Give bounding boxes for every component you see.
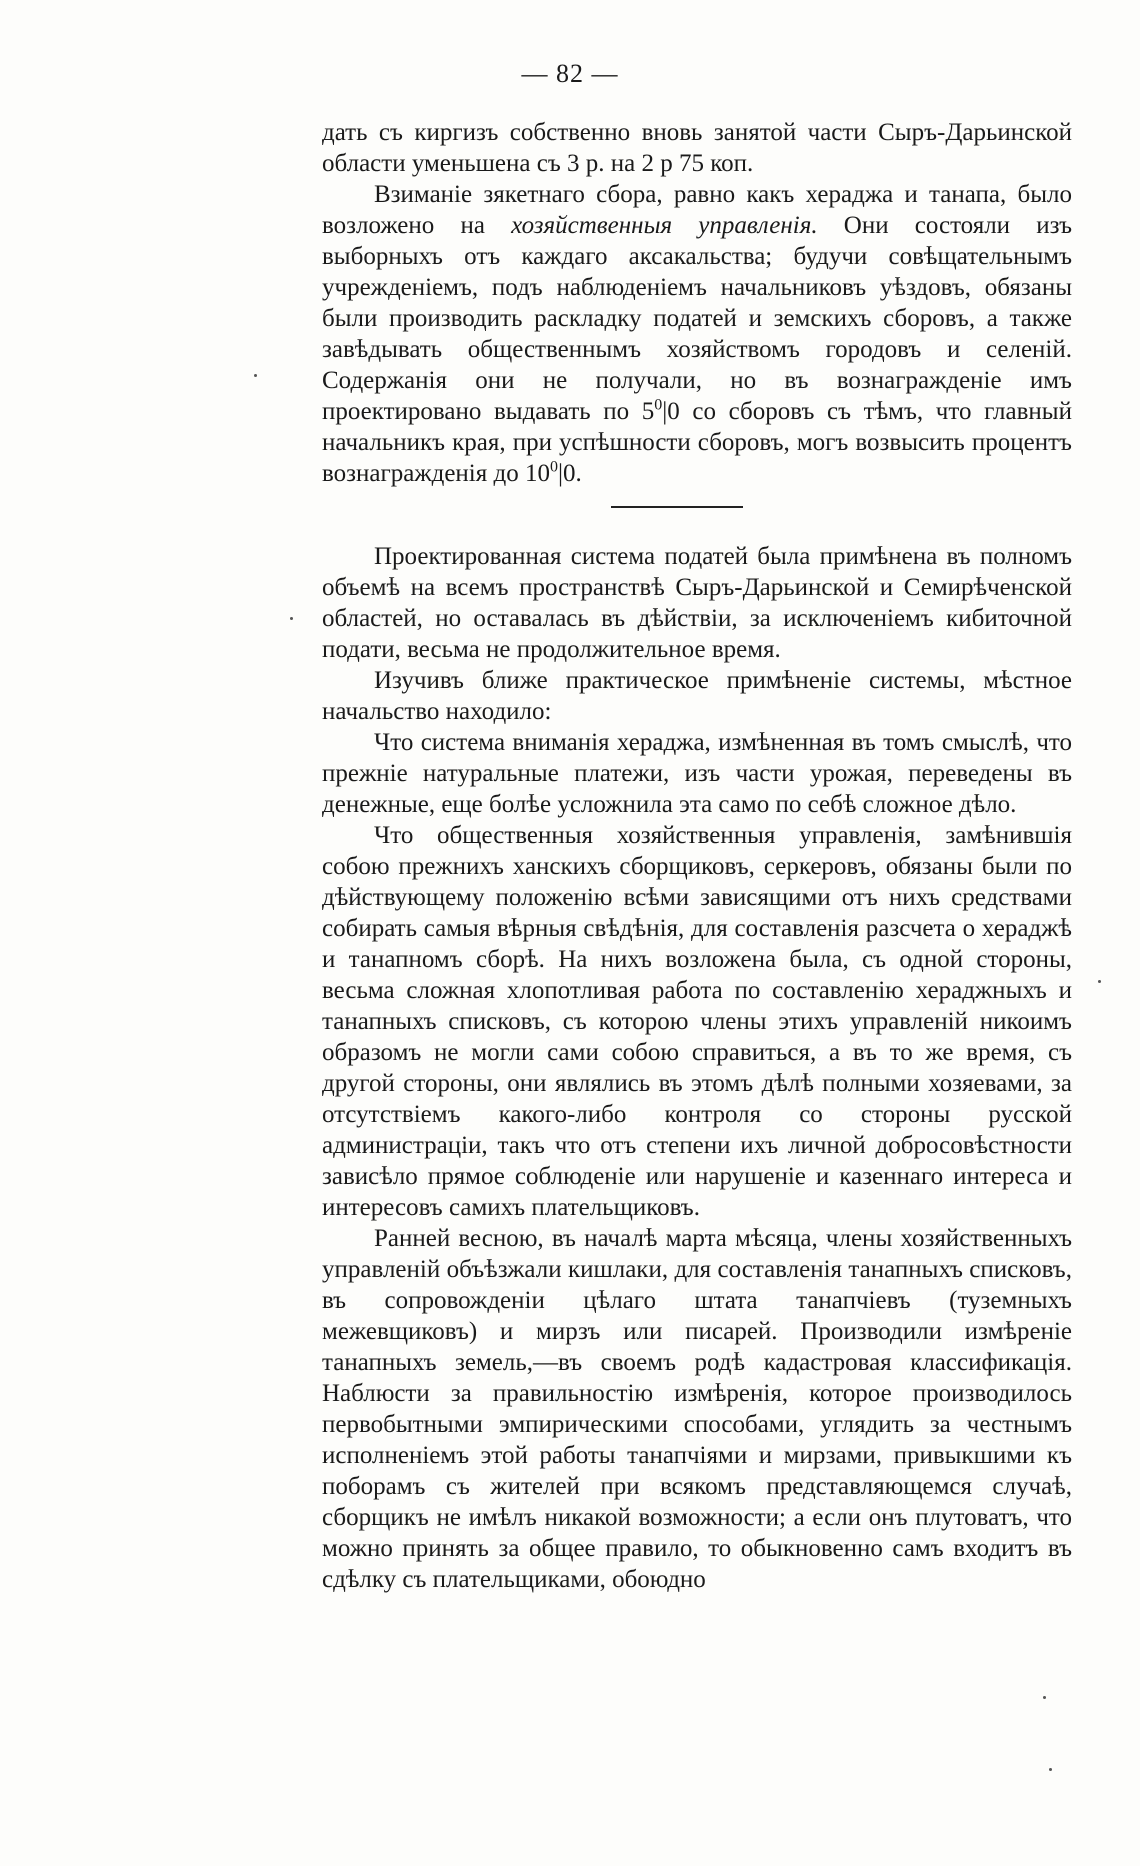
paragraph-authorities-found: Изучивъ ближе практическое примѣненіе системы, мѣстное начальство находило: xyxy=(322,667,1072,725)
scan-speck xyxy=(1043,1696,1046,1699)
percent-sign-top: 0 xyxy=(549,458,558,476)
paragraph-text: . xyxy=(575,460,582,487)
percent-sign-bar: | xyxy=(557,460,563,487)
percent-sign-bar: | xyxy=(662,398,668,425)
top-text-block xyxy=(322,117,1072,489)
scan-speck xyxy=(290,617,293,620)
percent-sign-top: 0 xyxy=(654,396,663,414)
paragraph-text: Они состояли изъ выборныхъ отъ каждаго аксакальства; будучи совѣщательнымъ учрежденіемъ, подъ наблюденіемъ начальниковъ уѣздовъ, обязаны были производить раскладку податей и земскихъ сборовъ, а также завѣдывать общественнымъ хозяйствомъ городовъ и селеній. Содержанія они не получали, но въ вознагражденіе имъ проектировано выдавать по 5 xyxy=(322,212,1073,425)
section-divider xyxy=(611,506,743,508)
scan-speck xyxy=(1098,980,1101,983)
paragraph-economic-administrations: Что общественныя хозяйственныя управленія, замѣнившія собою прежнихъ ханскихъ сборщиковъ, серкеровъ, обязаны были по дѣйствующему положенію всѣми зависящими отъ нихъ средствами собирать самыя вѣрныя свѣдѣнія, для составленія разсчета о хераджѣ и танапномъ сборѣ. На нихъ возложена была, съ одной стороны, весьма сложная хлопотливая работа по составленію хераджныхъ и танапныхъ списковъ, съ которою члены этихъ управленій никоимъ образомъ не могли сами собою справиться, а въ то же время, съ другой стороны, они являлись въ этомъ дѣлѣ полными хозяевами, за отсутствіемъ какого-либо контроля со стороны русской администраціи, такъ что отъ степени ихъ личной добросовѣстности зависѣло прямое соблюденіе или нарушеніе и казеннаго интереса и интересовъ самихъ плательщиковъ. xyxy=(322,822,1072,1221)
paragraph-text: со сборовъ съ тѣмъ, что главный начальникъ края, при успѣшности сборовъ, могъ возвысить процентъ вознагражденія до 10 xyxy=(322,398,1072,487)
paragraph-continuation: дать съ киргизъ собственно вновь занятой части Сыръ-Дарьинской области уменьшена съ 3 р. на 2 р 75 коп. xyxy=(322,119,1072,177)
main-text-block xyxy=(322,541,1072,1595)
paragraph-zyaket-collection xyxy=(322,179,1072,489)
scan-speck xyxy=(1049,1768,1052,1771)
paragraph-text: Взиманіе зякетнаго сбора, равно какъ хераджа и танапа, было возложено на xyxy=(322,181,1072,239)
paragraph-system-applied: Проектированная система податей была примѣнена въ полномъ объемѣ на всемъ пространствѣ Сыръ-Дарьинской и Семирѣченской областей, но оставалась въ дѣйствіи, за исключеніемъ кибиточной подати, весьма не продолжительное время. xyxy=(322,543,1072,663)
italic-term: хозяйственныя управленія. xyxy=(511,212,818,239)
percent-sign-bottom: 0 xyxy=(667,398,680,425)
percent-sign-bottom: 0 xyxy=(562,460,576,487)
paragraph-spring-survey: Ранней весною, въ началѣ марта мѣсяца, члены хозяйственныхъ управленій объѣзжали кишлаки, для составленія танапныхъ списковъ, въ сопровожденіи цѣлаго штата танапчіевъ (туземныхъ межевщиковъ) и мирзъ или писарей. Производили измѣреніе танапныхъ земель,—въ своемъ родѣ кадастровая классификація. Наблюсти за правильностію измѣренія, которое производилось первобытными эмпирическими способами, углядить за честнымъ исполненіемъ этой работы танапчіями и мирзами, привыкшими къ поборамъ съ жителей при всякомъ представляющемся случаѣ, сборщикъ не имѣлъ никакой возможности; а если онъ плутоватъ, что можно принять за общее правило, то обыкновенно самъ входитъ въ сдѣлку съ плательщиками, обоюдно xyxy=(322,1225,1072,1593)
page-number: — 82 — xyxy=(521,59,619,88)
paragraph-kheraj-system: Что система вниманія хераджа, измѣненная въ томъ смыслѣ, что прежніе натуральные платежи, изъ части урожая, переведены въ денежные, еще болѣе усложнила эта само по себѣ сложное дѣло. xyxy=(322,729,1072,818)
scan-speck xyxy=(254,374,257,377)
